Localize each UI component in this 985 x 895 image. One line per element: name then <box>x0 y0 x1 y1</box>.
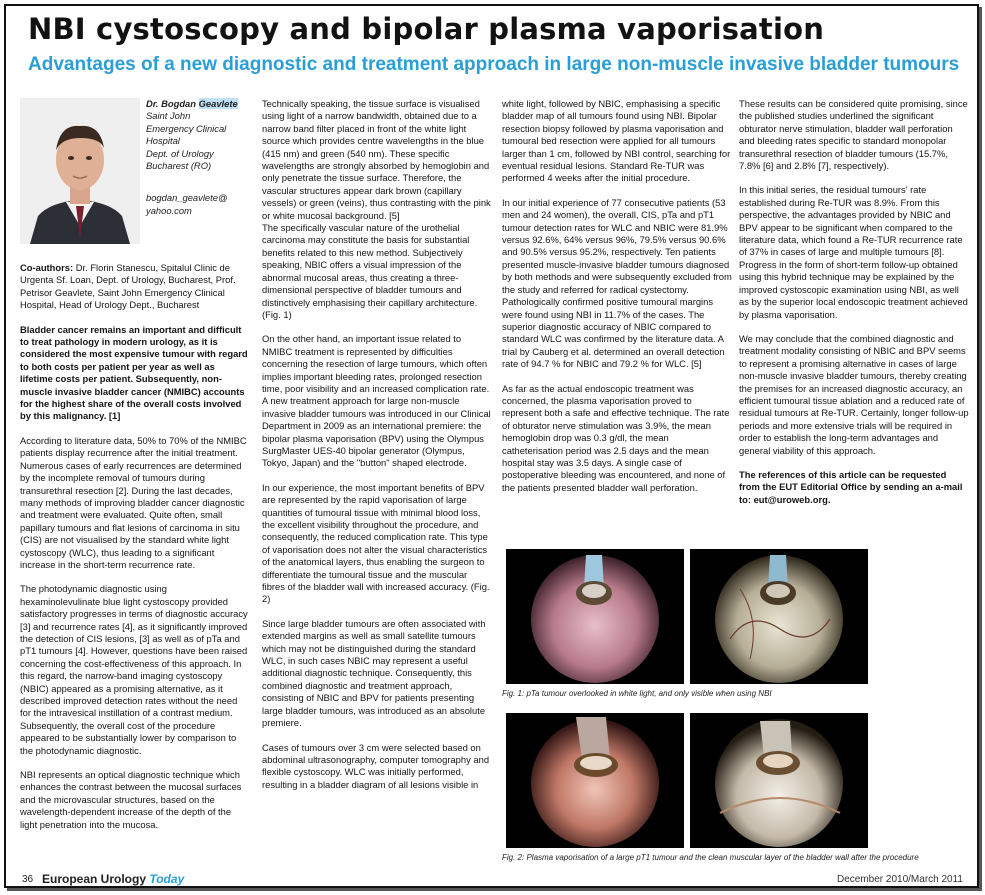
paragraph: In our initial experience of 77 consecutive patients (53 men and 24 women), the overall, CIS, pTa and pT1 tumour detection rates for WLC and NBIC were 81.9% versus 92.6%, 64% versus 96%, 79.5% versus 90.6% and 90.5% versus 95.2%, respectively. Ten patients presented muscle-invasive bladder tumours diagnosed by both methods and were subsequently excluded from the study and referred for radical cystectomy. Pathologically confirmed positive tumoural margins were found using NBI in 11.7% of the cases. The superior diagnostic accuracy of NBIC compared to standard WLC was confirmed by the literature data. A trial by Cauberg et al. determined an overall detection rate of 94.7 % for NBIC and 79.2 % for WLC. [5] <box>502 196 732 370</box>
figure-2-caption: Fig. 2: Plasma vaporisation of a large pT1 tumour and the clean muscular layer of the bladder wall after the procedure <box>502 853 919 862</box>
issue-date: December 2010/March 2011 <box>837 874 963 885</box>
paragraph: According to literature data, 50% to 70% of the NMIBC patients display recurrence after the initial treatment. Numerous cases of early recurrences are determined by the incomplete removal of tumours during transurethral resection [2]. During the last decades, many methods of improving bladder cancer diagnostic and treatment were evaluated. Quite often, small papillary tumours and flat lesions of carcinoma in situ (CIS) are not visualised by the standard white light cystoscopy (WLC), thus leading to a significant increase in the short-term recurrence rate. <box>20 434 247 570</box>
coauthors-label: Co-authors: <box>20 262 74 273</box>
magazine-name-accent: Today <box>149 872 185 886</box>
author-email[interactable] <box>146 192 250 217</box>
figure-2a-image <box>506 713 684 848</box>
author-portrait <box>20 98 140 244</box>
author-email-line-1: bogdan_geavlete@ <box>146 192 228 204</box>
figure-1a-image <box>506 549 684 684</box>
coauthors <box>20 262 248 312</box>
paragraph: Cases of tumours over 3 cm were selected based on abdominal ultrasonography, computer tomography and flexible cystoscopy. WLC was initially performed, resulting in a bladder diagram of all lesions visible in <box>262 741 490 790</box>
paragraph: In this initial series, the residual tumours' rate established during Re-TUR was 8.9%. From this perspective, the advantages provided by NBIC and BPV appear to be significant when compared to the literature data, which found a Re-TUR recurrence rate of 37% in cases of large and multiple tumours [8]. Progress in the form of short-term follow-up obtained using this hybrid technique may be explained by the improved cystoscopic examination using NBI, as well as by the superior local endoscopic treatment achieved by plasma vaporisation. <box>739 184 968 320</box>
references-note: The references of this article can be requested from the EUT Editorial Office by sending an a-mail to: eut@uroweb.org. <box>739 468 963 505</box>
author-affiliation-2: Emergency Clinical <box>146 122 227 134</box>
figure-1b-image <box>690 549 868 684</box>
author-affiliation-3: Hospital <box>146 135 180 147</box>
coauthors-text: Dr. Florin Stanescu, Spitalul Clinic de Urgenta Sf. Loan, Dept. of Urology, Bucharest, Prof. Petrisor Geavlete, Saint John Emergency Clinical Hospital, Head of Urology Dept., Bucharest <box>20 262 236 311</box>
article-page <box>4 4 979 888</box>
figure-1-caption: Fig. 1: pTa tumour overlooked in white light, and only visible when using NBI <box>502 689 772 698</box>
article-title: NBI cystoscopy and bipolar plasma vaporisation <box>28 12 825 46</box>
author-name <box>146 98 250 110</box>
lead-paragraph: Bladder cancer remains an important and difficult to treat pathology in modern urology, as it is considered the most expensive tumour with regard to both costs per patient per year as well as lifetime costs per patient. Subsequently, non-muscle invasive bladder cancer (NMIBC) accounts for the highest share of the overall costs involved by this malignancy. [1] <box>20 323 248 422</box>
page-footer <box>6 868 977 886</box>
paragraph: white light, followed by NBIC, emphasising a specific bladder map of all tumours found using NBI. Bipolar resection biopsy followed by plasma vaporisation and tumoural bed resection were applied for all tumours larger than 1 cm, followed by NBI control, searching for eventual residual lesions. Standard Re-TUR was performed 4 weeks after the initial procedure. <box>502 98 731 184</box>
author-affiliation-4: Dept. of Urology <box>146 147 214 159</box>
column-2 <box>262 98 492 803</box>
author-name-prefix: Dr. Bogdan <box>146 98 199 109</box>
article-subtitle: Advantages of a new diagnostic and treatment approach in large non-muscle invasive bladder tumours <box>28 54 960 75</box>
author-portrait-image <box>20 98 140 244</box>
paragraph: Since large bladder tumours are often associated with extended margins as well as small satellite tumours which may not be distinguished during the standard WLC, in such cases NBIC may represent a useful additional diagnostic technique. Consequently, this combined diagnostic and treatment approach, consisting of NBIC and BPV for patients presenting large bladder tumours, was introduced as an absolute premiere. <box>262 617 486 729</box>
column-4 <box>739 98 969 518</box>
column-3 <box>502 98 732 506</box>
author-box <box>20 98 248 246</box>
magazine-name-text: European Urology <box>42 872 150 886</box>
paragraph: Technically speaking, the tissue surface is visualised using light of a narrow bandwidth, obtained due to a narrow band filter placed in front of the white light source which provides centre wavelengths in the blue (415 nm) and green (540 nm). These specific wavelengths are strongly absorbed by hemoglobin and only penetrate the tissue surface. Therefore, the vascular structures appear dark brown (capillary vessels) or green (veins), thus contrasting with the pink or white mucosal background. [5] The specifically vascular nature of the urothelial carcinoma may constitute the basis for substantial benefits related to this new method. Subjectively speaking, NBIC offers a visual impression of the abnormal mucosal areas, thus creating a three-dimensional perspective of bladder tumours and distinctively emphasising their capillary architecture. (Fig. 1) <box>262 98 491 320</box>
paragraph: As far as the actual endoscopic treatment was concerned, the plasma vaporisation proved to represent both a safe and effective technique. The rate of obturator nerve stimulation was 3.9%, the mean hemoglobin drop was 0.3 g/dl, the mean catheterisation period was 2.5 days and the mean hospital stay was 3.5 days. A single case of postoperative bleeding was encountered, and none of the patients presented bladder wall perforation. <box>502 382 730 493</box>
figure-2b-image <box>690 713 868 848</box>
paragraph: We may conclude that the combined diagnostic and treatment modality consisting of NBIC and BPV seems to represent a promising alternative in cases of large non-muscle invasive bladder tumours, thereby creating the premises for an increased diagnostic accuracy, an efficient tumoural tissue ablation and a reduced rate of residual tumours at Re-TUR. Certainly, longer follow-up periods and more extensive trials will be required in order to establish the long-term advantages and general viability of this approach. <box>739 332 969 456</box>
column-1 <box>20 262 248 843</box>
paragraph: On the other hand, an important issue related to NMIBC treatment is represented by difficulties concerning the resection of large tumours, which often implies important bleeding rates, prolonged resection time, poor visibility and an increased complication rate. A new treatment approach for large non-muscle invasive bladder tumours was introduced in our Clinical Department in 2009 as an international premiere: the bipolar plasma vaporisation (BPV) using the Olympus SurgMaster UES-40 bipolar generator (Olympus, Tokyo, Japan) and the "button" shaped electrode. <box>262 333 491 469</box>
author-name-highlight: Geavlete <box>198 98 238 109</box>
author-affiliation-1: Saint John <box>146 110 191 122</box>
author-email-line-2: yahoo.com <box>146 204 192 216</box>
paragraph: NBI represents an optical diagnostic technique which enhances the contrast between the mucosal surfaces and the microvascular structures, based on the wavelength-dependent increase of the depth of the light penetration into the mucosa. <box>20 769 242 830</box>
paragraph: These results can be considered quite promising, since the published studies underlined the significant obturator nerve stimulation, bladder wall perforation and bleeding rates specific to standard monopolar transurethral resection of bladder tumours (15.7%, 7.8% [6] and 2.8% [7], respectively). <box>739 98 968 172</box>
magazine-name <box>42 872 184 886</box>
page-number: 36 <box>22 874 34 885</box>
author-info <box>146 98 250 217</box>
paragraph: In our experience, the most important benefits of BPV are represented by the rapid vaporisation of large quantities of tumoural tissue with minimal blood loss, the excellent visibility throughout the procedure, and consequently, the reduced complication rate. This type of vaporisation does not alter the visual characteristics of the anatomical layers, thus enabling the surgeon to differentiate the tumoural tissue and the muscular fibres of the bladder wall with increased accuracy. (Fig. 2) <box>262 481 490 605</box>
author-affiliation-5: Bucharest (RO) <box>146 160 212 172</box>
paragraph: The photodynamic diagnostic using hexaminolevulinate blue light cystoscopy provided satisfactory progresses in terms of diagnostic accuracy [3] and recurrence rates [4], as it significantly improved the detection of CIS lesions, [3] as well as of pTa and pT1 tumours [4]. However, questions have been raised concerning the cost-effectiveness of this approach. In this regard, the narrow-band imaging cystoscopy (NBIC) appeared as a promising alternative, as it described improved detection rates without the need for the intravesical instillation of a contrast medium. Subsequently, the overall cost of the procedure appeared to be substantially lower by comparison to the photodynamic diagnostic. <box>20 583 248 756</box>
